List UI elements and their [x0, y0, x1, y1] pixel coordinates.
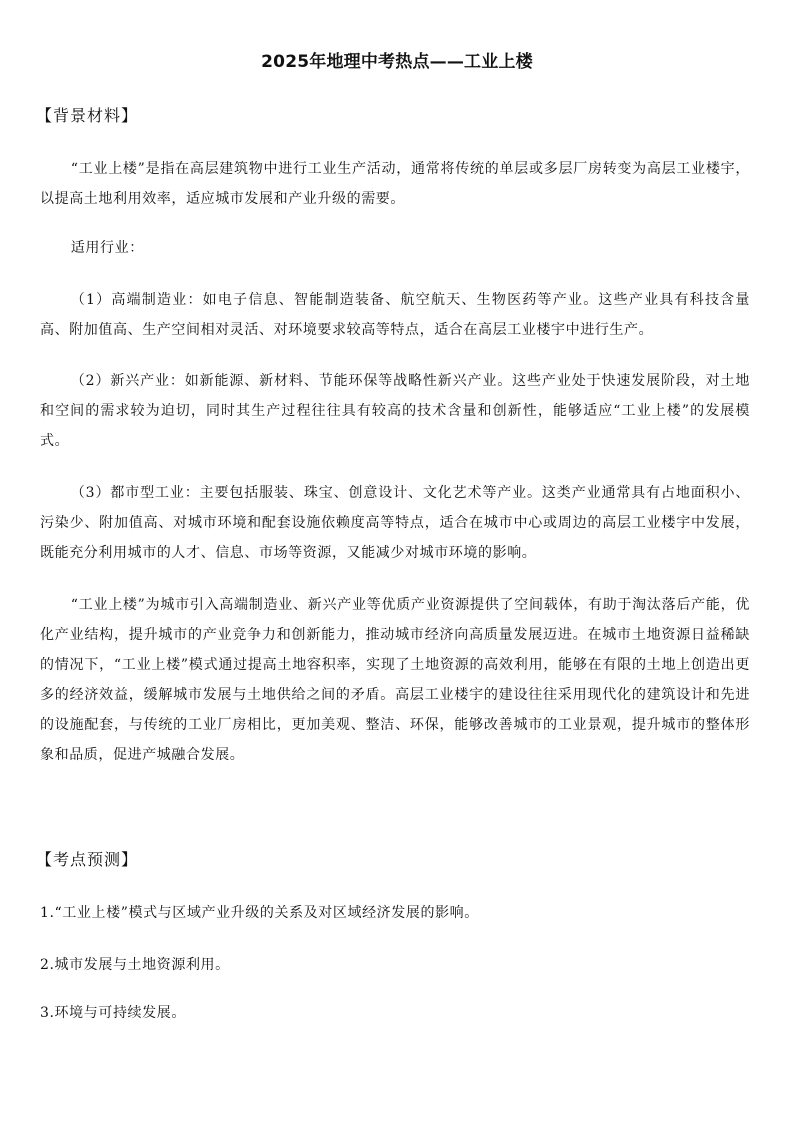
- industry-emerging: （2）新兴产业：如新能源、新材料、节能环保等战略性新兴产业。这些产业处于快速发展阶段，对土地和空间的需求较为迫切，同时其生产过程往往具有较高的技术含量和创新性，能够适应“工业上楼”的发展模式。: [40, 373, 750, 449]
- industry-high-end-manufacturing: （1）高端制造业：如电子信息、智能制造装备、航空航天、生物医药等产业。这些产业具有科技含量高、附加值高、生产空间相对灵活、对环境要求较高等特点，适合在高层工业楼宇中进行生产。: [40, 292, 750, 338]
- applicable-industries-label: 适用行业：: [70, 240, 144, 256]
- industry-urban: （3）都市型工业：主要包括服装、珠宝、创意设计、文化艺术等产业。这类产业通常具有占地面积小、污染少、附加值高、对城市环境和配套设施依赖度高等特点，适合在城市中心或周边的高层工业楼宇中发展，既能充分利用城市的人才、信息、市场等资源，又能减少对城市环境的影响。: [40, 485, 750, 561]
- forecast-section-heading: 【考点预测】: [36, 850, 139, 869]
- forecast-item-3: 3.环境与可持续发展。: [40, 1005, 186, 1021]
- background-section-heading: 【背景材料】: [36, 106, 139, 125]
- intro-paragraph: “工业上楼”是指在高层建筑物中进行工业生产活动，通常将传统的单层或多层厂房转变为高层工业楼宇，以提高土地利用效率，适应城市发展和产业升级的需要。: [40, 161, 750, 207]
- forecast-item-2: 2.城市发展与土地资源利用。: [40, 957, 230, 973]
- document-title: 2025年地理中考热点——工业上楼: [261, 52, 533, 72]
- summary-paragraph: “工业上楼”为城市引入高端制造业、新兴产业等优质产业资源提供了空间载体，有助于淘汰落后产能，优化产业结构，提升城市的产业竞争力和创新能力，推动城市经济向高质量发展迈进。在城市土地资源日益稀缺的情况下，“工业上楼”模式通过提高土地容积率，实现了土地资源的高效利用，能够在有限的土地上创造出更多的经济效益，缓解城市发展与土地供给之间的矛盾。高层工业楼宇的建设往往采用现代化的建筑设计和先进的设施配套，与传统的工业厂房相比，更加美观、整洁、环保，能够改善城市的工业景观，提升城市的整体形象和品质，促进产城融合发展。: [40, 597, 750, 763]
- forecast-item-1: 1.“工业上楼”模式与区域产业升级的关系及对区域经济发展的影响。: [40, 905, 479, 921]
